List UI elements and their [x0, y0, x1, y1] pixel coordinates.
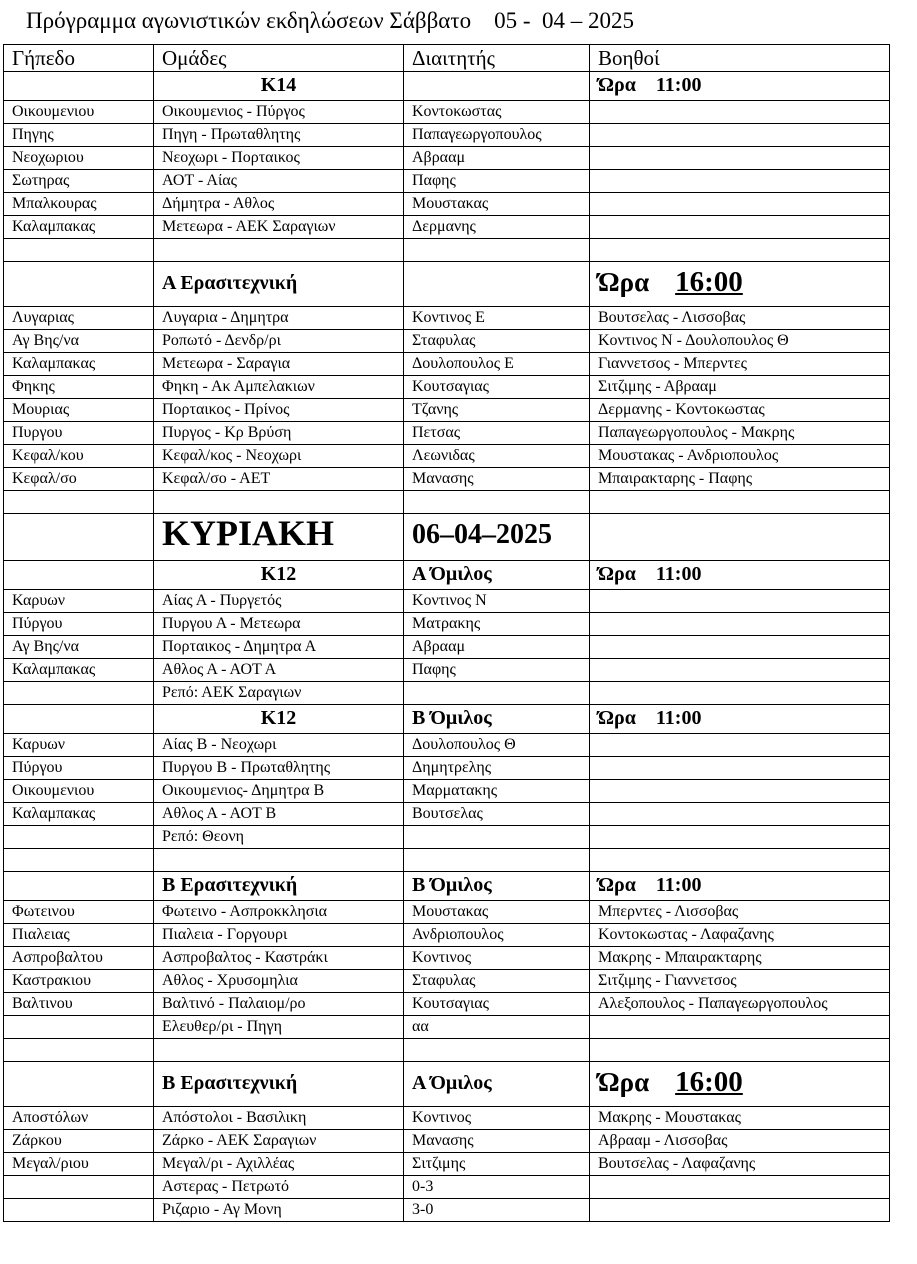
- assistants-cell: [590, 826, 890, 849]
- teams-cell: Ασπροβαλτος - Καστράκι: [154, 947, 404, 970]
- venue-cell: Φωτεινου: [4, 901, 154, 924]
- venue-cell: [4, 826, 154, 849]
- header-assistants: Βοηθοί: [590, 45, 890, 72]
- section-time-cell: [590, 262, 890, 307]
- venue-cell: Κεφαλ/κου: [4, 445, 154, 468]
- venue-cell: [4, 491, 154, 514]
- table-row: [4, 239, 890, 262]
- referee-cell: [404, 826, 590, 849]
- table-row: [4, 613, 890, 636]
- section-row: [4, 72, 890, 101]
- teams-cell: Πορταικος - Πρίνος: [154, 399, 404, 422]
- section-row: [4, 514, 890, 561]
- teams-cell: Ροπωτό - Δενδρ/ρι: [154, 330, 404, 353]
- assistants-cell: Μπερντες - Λισσοβας: [590, 901, 890, 924]
- assistants-cell: Κοντοκωστας - Λαφαζανης: [590, 924, 890, 947]
- assistants-cell: Κοντινος Ν - Δουλοπουλος Θ: [590, 330, 890, 353]
- venue-cell: Ζάρκου: [4, 1130, 154, 1153]
- table-row: [4, 826, 890, 849]
- referee-cell: [404, 849, 590, 872]
- section-title: Β Ερασιτεχνική: [162, 874, 298, 896]
- venue-cell: Οικουμενιου: [4, 780, 154, 803]
- section-title: Α Ερασιτεχνική: [162, 272, 298, 294]
- table-row: [4, 849, 890, 872]
- section-time-cell: [590, 872, 890, 901]
- teams-cell: [154, 239, 404, 262]
- section-title: ΚΥΡΙΑΚΗ: [162, 513, 335, 553]
- assistants-cell: [590, 1176, 890, 1199]
- venue-cell: Καλαμπακας: [4, 353, 154, 376]
- assistants-cell: Παπαγεωργοπουλος - Μακρης: [590, 422, 890, 445]
- section-time-cell: [590, 561, 890, 590]
- venue-cell: Καστρακιου: [4, 970, 154, 993]
- teams-cell: [154, 1039, 404, 1062]
- referee-cell: Μουστακας: [404, 901, 590, 924]
- section-row: [4, 872, 890, 901]
- section-group: Α Όμιλος: [412, 1072, 492, 1094]
- venue-cell: Αποστόλων: [4, 1107, 154, 1130]
- teams-cell: Βαλτινό - Παλαιομ/ρο: [154, 993, 404, 1016]
- table-row: [4, 422, 890, 445]
- referee-cell: Ματρακης: [404, 613, 590, 636]
- venue-cell: Κεφαλ/σο: [4, 468, 154, 491]
- venue-cell: Πιαλειας: [4, 924, 154, 947]
- header-row: [4, 45, 890, 72]
- referee-cell: Βουτσελας: [404, 803, 590, 826]
- table-row: [4, 330, 890, 353]
- referee-cell: Κοντινος: [404, 947, 590, 970]
- table-row: [4, 147, 890, 170]
- table-row: [4, 780, 890, 803]
- assistants-cell: Μουστακας - Ανδριοπουλος: [590, 445, 890, 468]
- teams-cell: Πυργου Α - Μετεωρα: [154, 613, 404, 636]
- referee-cell: Αβρααμ: [404, 636, 590, 659]
- referee-cell: Παπαγεωργοπουλος: [404, 124, 590, 147]
- referee-cell: [404, 682, 590, 705]
- venue-cell: Αγ Βης/να: [4, 636, 154, 659]
- referee-cell: Πετσας: [404, 422, 590, 445]
- assistants-cell: [590, 659, 890, 682]
- time-value: 16:00: [675, 1065, 743, 1098]
- teams-cell: Φωτεινο - Ασπροκκλησια: [154, 901, 404, 924]
- table-row: [4, 682, 890, 705]
- section-group-cell: [404, 262, 590, 307]
- venue-cell: Πύργου: [4, 613, 154, 636]
- assistants-cell: [590, 491, 890, 514]
- venue-cell: Βαλτινου: [4, 993, 154, 1016]
- section-group: 06–04–2025: [412, 519, 552, 550]
- venue-cell: Καρυων: [4, 590, 154, 613]
- venue-cell: Καλαμπακας: [4, 659, 154, 682]
- assistants-cell: [590, 780, 890, 803]
- teams-cell: Κεφαλ/σο - ΑΕΤ: [154, 468, 404, 491]
- section-group: Β Όμιλος: [412, 874, 492, 896]
- referee-cell: Μαρματακης: [404, 780, 590, 803]
- assistants-cell: Αβρααμ - Λισσοβας: [590, 1130, 890, 1153]
- section-empty-cell: [4, 561, 154, 590]
- table-row: [4, 659, 890, 682]
- section-group-cell: [404, 514, 590, 561]
- teams-cell: Ζάρκο - ΑΕΚ Σαραγιων: [154, 1130, 404, 1153]
- table-row: [4, 376, 890, 399]
- teams-cell: Αθλος Α - ΑΟΤ Α: [154, 659, 404, 682]
- section-title-cell: [154, 514, 404, 561]
- section-empty-cell: [4, 872, 154, 901]
- table-row: [4, 399, 890, 422]
- section-group: Α Όμιλος: [412, 563, 492, 585]
- referee-cell: Μουστακας: [404, 193, 590, 216]
- venue-cell: Πυργου: [4, 422, 154, 445]
- referee-cell: Δημητρελης: [404, 757, 590, 780]
- table-row: [4, 734, 890, 757]
- table-row: [4, 993, 890, 1016]
- referee-cell: Μανασης: [404, 1130, 590, 1153]
- section-group: Β Όμιλος: [412, 707, 492, 729]
- teams-cell: [154, 491, 404, 514]
- referee-cell: Ανδριοπουλος: [404, 924, 590, 947]
- venue-cell: [4, 682, 154, 705]
- referee-cell: [404, 239, 590, 262]
- section-row: [4, 561, 890, 590]
- teams-cell: Φηκη - Ακ Αμπελακιων: [154, 376, 404, 399]
- header-teams: Ομάδες: [154, 45, 404, 72]
- venue-cell: [4, 1039, 154, 1062]
- venue-cell: Οικουμενιου: [4, 101, 154, 124]
- referee-cell: Τζανης: [404, 399, 590, 422]
- assistants-cell: Βουτσελας - Λαφαζανης: [590, 1153, 890, 1176]
- referee-cell: Κοντινος Ε: [404, 307, 590, 330]
- table-row: [4, 901, 890, 924]
- venue-cell: Φηκης: [4, 376, 154, 399]
- teams-cell: Αίας Α - Πυργετός: [154, 590, 404, 613]
- referee-cell: Λεωνιδας: [404, 445, 590, 468]
- teams-cell: Πιαλεια - Γοργουρι: [154, 924, 404, 947]
- table-row: [4, 947, 890, 970]
- section-group-cell: [404, 872, 590, 901]
- assistants-cell: [590, 239, 890, 262]
- section-row: [4, 1062, 890, 1107]
- referee-cell: Δερμανης: [404, 216, 590, 239]
- teams-cell: Ρεπό: Θεονη: [154, 826, 404, 849]
- section-empty-cell: [4, 262, 154, 307]
- assistants-cell: [590, 1016, 890, 1039]
- venue-cell: [4, 1176, 154, 1199]
- table-row: [4, 757, 890, 780]
- section-time-cell: [590, 1062, 890, 1107]
- section-empty-cell: [4, 705, 154, 734]
- teams-cell: Μετεωρα - ΑΕΚ Σαραγιων: [154, 216, 404, 239]
- section-group-cell: [404, 72, 590, 101]
- section-time-cell: [590, 72, 890, 101]
- table-row: [4, 1039, 890, 1062]
- table-row: [4, 1130, 890, 1153]
- section-title: Κ12: [260, 563, 297, 585]
- table-row: [4, 445, 890, 468]
- venue-cell: [4, 239, 154, 262]
- header-referee: Διαιτητής: [404, 45, 590, 72]
- section-title: Β Ερασιτεχνική: [162, 1072, 298, 1094]
- assistants-cell: [590, 124, 890, 147]
- page-title: Πρόγραμμα αγωνιστικών εκδηλώσεων Σάββατο 05 - 04 – 2025: [26, 8, 634, 33]
- referee-cell: 0-3: [404, 1176, 590, 1199]
- table-row: [4, 491, 890, 514]
- venue-cell: Μπαλκουρας: [4, 193, 154, 216]
- teams-cell: Νεοχωρι - Πορταικος: [154, 147, 404, 170]
- table-row: [4, 170, 890, 193]
- section-title-cell: [154, 561, 404, 590]
- section-group-cell: [404, 705, 590, 734]
- venue-cell: Πηγης: [4, 124, 154, 147]
- section-time-cell: [590, 705, 890, 734]
- referee-cell: Δουλοπουλος Θ: [404, 734, 590, 757]
- venue-cell: Πύργου: [4, 757, 154, 780]
- schedule-body: [4, 45, 890, 1222]
- assistants-cell: [590, 170, 890, 193]
- schedule-table: [3, 44, 890, 1222]
- assistants-cell: [590, 590, 890, 613]
- section-empty-cell: [4, 1062, 154, 1107]
- teams-cell: Οικουμενιος- Δημητρα Β: [154, 780, 404, 803]
- teams-cell: Μετεωρα - Σαραγια: [154, 353, 404, 376]
- assistants-cell: [590, 613, 890, 636]
- referee-cell: Κοντινος: [404, 1107, 590, 1130]
- assistants-cell: [590, 734, 890, 757]
- section-title-cell: [154, 72, 404, 101]
- table-row: [4, 468, 890, 491]
- referee-cell: Αβρααμ: [404, 147, 590, 170]
- assistants-cell: [590, 193, 890, 216]
- venue-cell: Μεγαλ/ριου: [4, 1153, 154, 1176]
- teams-cell: Μεγαλ/ρι - Αχιλλέας: [154, 1153, 404, 1176]
- venue-cell: Καρυων: [4, 734, 154, 757]
- assistants-cell: [590, 757, 890, 780]
- table-row: [4, 636, 890, 659]
- assistants-cell: [590, 849, 890, 872]
- assistants-cell: Μακρης - Μουστακας: [590, 1107, 890, 1130]
- table-row: [4, 307, 890, 330]
- teams-cell: Αθλος Α - ΑΟΤ Β: [154, 803, 404, 826]
- section-time: Ώρα 11:00: [598, 874, 702, 896]
- table-row: [4, 590, 890, 613]
- referee-cell: Κοντοκωστας: [404, 101, 590, 124]
- venue-cell: [4, 849, 154, 872]
- teams-cell: Κεφαλ/κος - Νεοχωρι: [154, 445, 404, 468]
- assistants-cell: Σιτζιμης - Γιαννετσος: [590, 970, 890, 993]
- venue-cell: Ασπροβαλτου: [4, 947, 154, 970]
- referee-cell: Μανασης: [404, 468, 590, 491]
- referee-cell: Παφης: [404, 659, 590, 682]
- section-time-cell: [590, 514, 890, 561]
- referee-cell: Κουτσαγιας: [404, 376, 590, 399]
- assistants-cell: [590, 682, 890, 705]
- time-label: Ώρα: [598, 266, 650, 297]
- table-row: [4, 1153, 890, 1176]
- table-row: [4, 970, 890, 993]
- referee-cell: Παφης: [404, 170, 590, 193]
- assistants-cell: [590, 803, 890, 826]
- assistants-cell: Γιαννετσος - Μπερντες: [590, 353, 890, 376]
- teams-cell: Αστερας - Πετρωτό: [154, 1176, 404, 1199]
- table-row: [4, 1107, 890, 1130]
- referee-cell: Κοντινος Ν: [404, 590, 590, 613]
- assistants-cell: [590, 216, 890, 239]
- table-row: [4, 101, 890, 124]
- teams-cell: Αθλος - Χρυσομηλια: [154, 970, 404, 993]
- section-time: Ώρα 11:00: [598, 74, 702, 96]
- venue-cell: Νεοχωριου: [4, 147, 154, 170]
- section-title-cell: [154, 872, 404, 901]
- time-value: 16:00: [675, 265, 743, 298]
- venue-cell: [4, 1199, 154, 1222]
- teams-cell: Ρεπό: ΑΕΚ Σαραγιων: [154, 682, 404, 705]
- referee-cell: [404, 491, 590, 514]
- table-row: [4, 924, 890, 947]
- teams-cell: ΑΟΤ - Αίας: [154, 170, 404, 193]
- teams-cell: Ριζαριο - Αγ Μονη: [154, 1199, 404, 1222]
- table-row: [4, 216, 890, 239]
- section-title: Κ14: [260, 74, 297, 96]
- table-row: [4, 803, 890, 826]
- assistants-cell: [590, 147, 890, 170]
- table-row: [4, 1176, 890, 1199]
- referee-cell: 3-0: [404, 1199, 590, 1222]
- venue-cell: Καλαμπακας: [4, 803, 154, 826]
- venue-cell: Αγ Βης/να: [4, 330, 154, 353]
- section-group-cell: [404, 1062, 590, 1107]
- section-time: Ώρα 11:00: [598, 707, 702, 729]
- table-row: [4, 1199, 890, 1222]
- referee-cell: Κουτσαγιας: [404, 993, 590, 1016]
- table-row: [4, 193, 890, 216]
- teams-cell: Ελευθερ/ρι - Πηγη: [154, 1016, 404, 1039]
- section-time: Ώρα 11:00: [598, 563, 702, 585]
- teams-cell: Πυργος - Κρ Βρύση: [154, 422, 404, 445]
- referee-cell: Σταφυλας: [404, 970, 590, 993]
- referee-cell: Δουλοπουλος Ε: [404, 353, 590, 376]
- section-title-cell: [154, 262, 404, 307]
- assistants-cell: Αλεξοπουλος - Παπαγεωργοπουλος: [590, 993, 890, 1016]
- referee-cell: Σταφυλας: [404, 330, 590, 353]
- table-row: [4, 124, 890, 147]
- section-title-cell: [154, 1062, 404, 1107]
- section-row: [4, 705, 890, 734]
- venue-cell: Σωτηρας: [4, 170, 154, 193]
- venue-cell: [4, 1016, 154, 1039]
- assistants-cell: [590, 1199, 890, 1222]
- assistants-cell: Σιτζιμης - Αβρααμ: [590, 376, 890, 399]
- teams-cell: Πυργου Β - Πρωταθλητης: [154, 757, 404, 780]
- teams-cell: Πηγη - Πρωταθλητης: [154, 124, 404, 147]
- referee-cell: αα: [404, 1016, 590, 1039]
- teams-cell: Απόστολοι - Βασιλικη: [154, 1107, 404, 1130]
- time-label: Ώρα: [598, 1066, 650, 1097]
- venue-cell: Λυγαριας: [4, 307, 154, 330]
- venue-cell: Καλαμπακας: [4, 216, 154, 239]
- assistants-cell: Δερμανης - Κοντοκωστας: [590, 399, 890, 422]
- teams-cell: Δήμητρα - Αθλος: [154, 193, 404, 216]
- venue-cell: Μουριας: [4, 399, 154, 422]
- referee-cell: [404, 1039, 590, 1062]
- assistants-cell: [590, 636, 890, 659]
- teams-cell: Λυγαρια - Δημητρα: [154, 307, 404, 330]
- assistants-cell: Μπαιρακταρης - Παφης: [590, 468, 890, 491]
- section-title: Κ12: [260, 707, 297, 729]
- assistants-cell: [590, 1039, 890, 1062]
- section-title-cell: [154, 705, 404, 734]
- table-row: [4, 1016, 890, 1039]
- section-row: [4, 262, 890, 307]
- teams-cell: Οικουμενιος - Πύργος: [154, 101, 404, 124]
- referee-cell: Σιτζιμης: [404, 1153, 590, 1176]
- header-venue: Γήπεδο: [4, 45, 154, 72]
- teams-cell: Αίας Β - Νεοχωρι: [154, 734, 404, 757]
- teams-cell: Πορταικος - Δημητρα Α: [154, 636, 404, 659]
- teams-cell: [154, 849, 404, 872]
- section-empty-cell: [4, 72, 154, 101]
- assistants-cell: Μακρης - Μπαιρακταρης: [590, 947, 890, 970]
- assistants-cell: [590, 101, 890, 124]
- section-group-cell: [404, 561, 590, 590]
- assistants-cell: Βουτσελας - Λισσοβας: [590, 307, 890, 330]
- table-row: [4, 353, 890, 376]
- section-empty-cell: [4, 514, 154, 561]
